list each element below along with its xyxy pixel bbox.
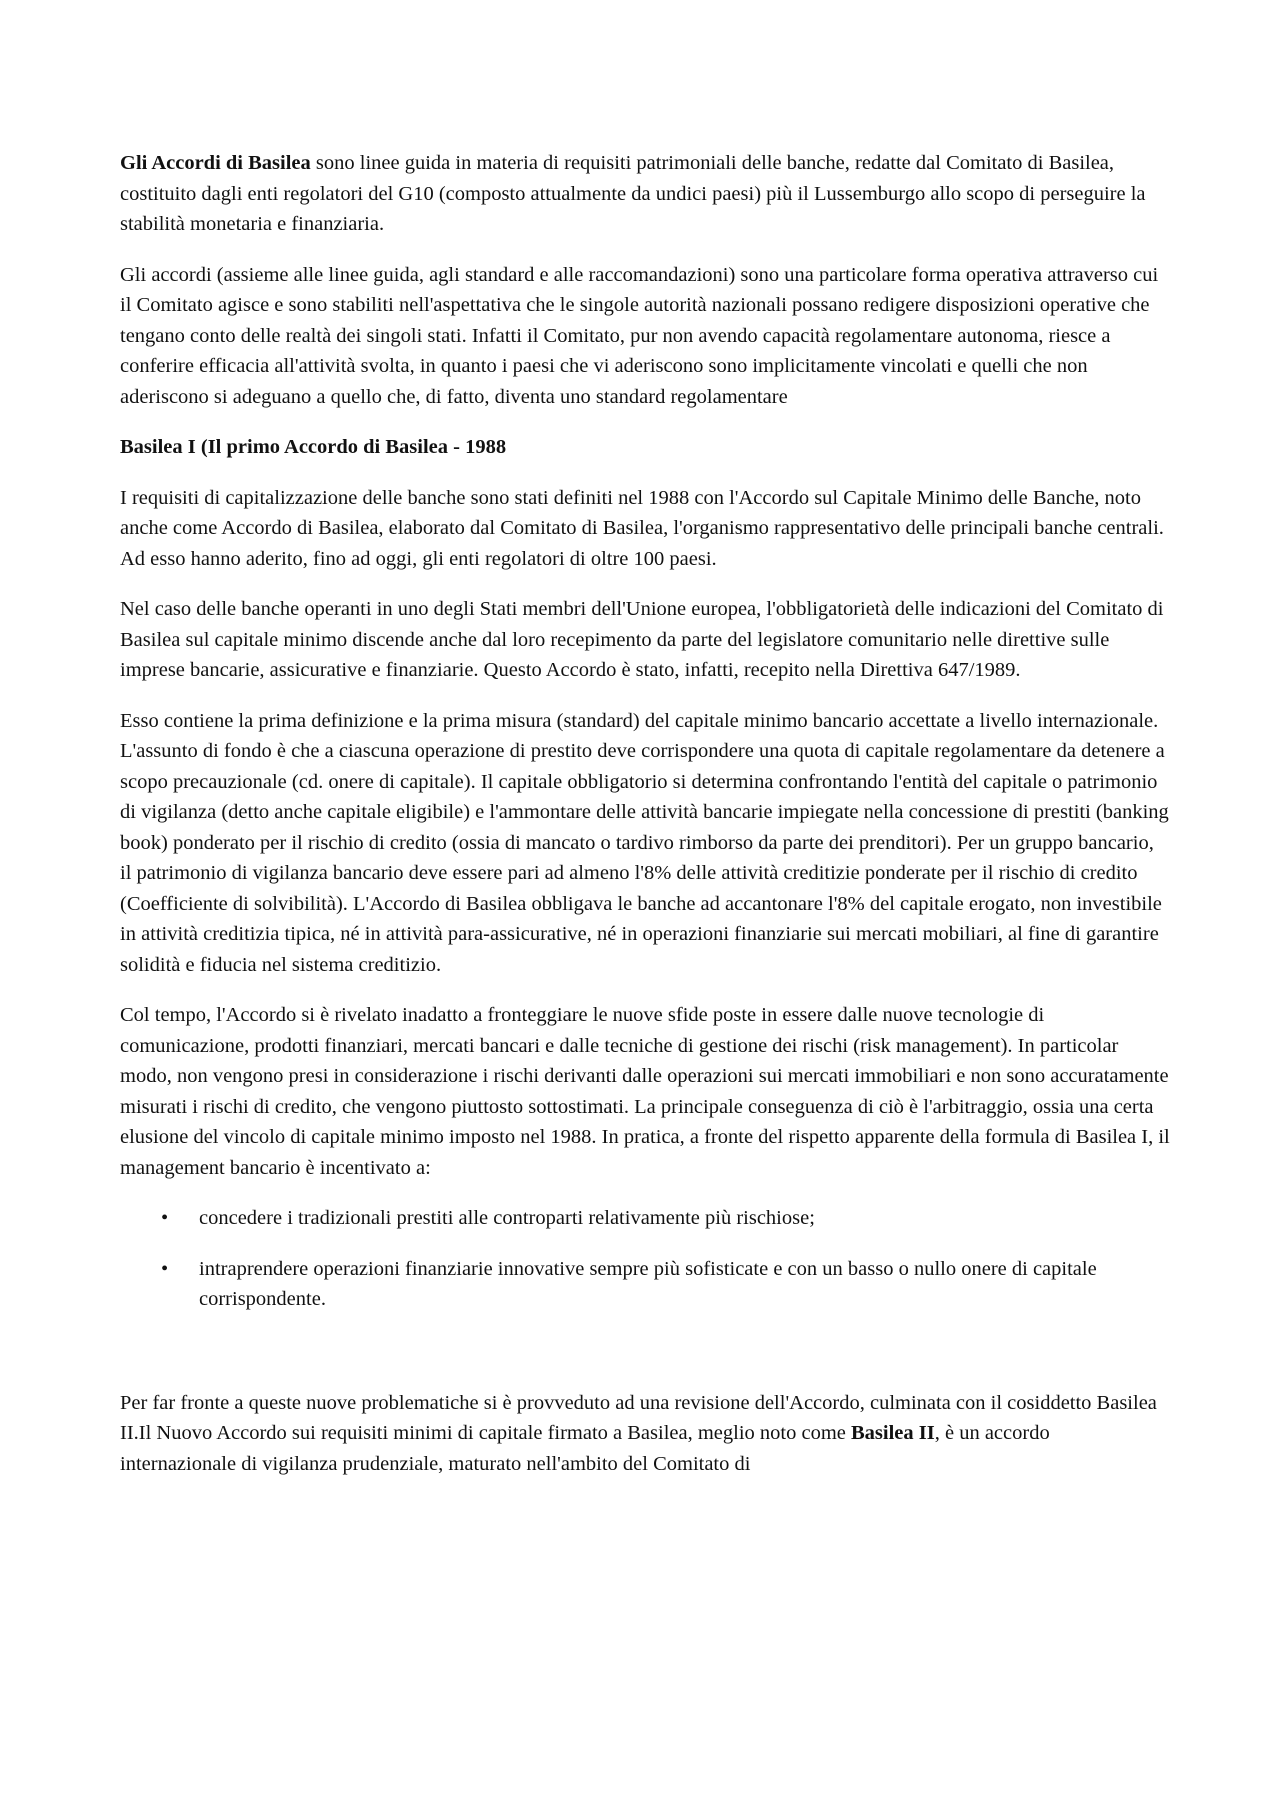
bullet-icon: • (161, 1207, 169, 1229)
paragraph-requisiti: I requisiti di capitalizzazione delle banche sono stati definiti nel 1988 con l'Accordo sul Capitale Minimo delle Banche, noto anche come Accordo di Basilea, elaborato dal Comitato di Basilea, l'organismo rappresentativo delle principali banche centrali. Ad esso hanno aderito, fino ad oggi, gli enti regolatori di oltre 100 paesi. (120, 486, 1164, 570)
paragraph-intro (120, 148, 1170, 240)
document-page (120, 148, 1170, 1499)
list-item (120, 1254, 1170, 1315)
paragraph-unione-europea: Nel caso delle banche operanti in uno degli Stati membri dell'Unione europea, l'obbligatorietà delle indicazioni del Comitato di Basilea sul capitale minimo discende anche dal loro recepimento da parte del legislatore comunitario nelle direttive sulle imprese bancarie, assicurative e finanziarie. Questo Accordo è stato, infatti, recepito nella Direttiva 647/1989. (120, 598, 1164, 681)
paragraph-basilea-2-text-1: Per far fronte a queste nuove problematiche si è provveduto ad una revisione dell'Accordo, culminata con il cosiddetto Basilea II.Il Nuovo Accordo sui requisiti minimi di capitale firmato a Basilea, meglio noto come (120, 1391, 1157, 1444)
bullet-icon: • (161, 1257, 169, 1280)
paragraph-accordi: Gli accordi (assieme alle linee guida, agli standard e alle raccomandazioni) sono una particolare forma operativa attraverso cui il Comitato agisce e sono stabiliti nell'aspettativa che le singole autorità nazionali possano redigere disposizioni operative che tengano conto delle realtà dei singoli stati. Infatti il Comitato, pur non avendo capacità regolamentare autonoma, riesce a conferire efficacia all'attività svolta, in quanto i paesi che vi aderiscono sono implicitamente vincolati e quelli che non aderiscono si adeguano a quello che, di fatto, diventa uno standard regolamentare (120, 263, 1159, 408)
paragraph-basilea-2 (120, 1388, 1170, 1480)
list-item-text: intraprendere operazioni finanziarie innovative sempre più sofisticate e con un basso o nullo onere di capitale corrispondente. (199, 1257, 1097, 1310)
bullet-list (120, 1203, 1170, 1315)
paragraph-col-tempo: Col tempo, l'Accordo si è rivelato inadatto a fronteggiare le nuove sfide poste in essere dalle nuove tecnologie di comunicazione, prodotti finanziari, mercati bancari e dalle tecniche di gestione dei rischi (risk management). In particolar modo, non vengono presi in considerazione i rischi derivanti dalle operazioni sui mercati immobiliari e non sono accuratamente misurati i rischi di credito, che vengono piuttosto sottostimati. La principale conseguenza di ciò è l'arbitraggio, ossia una certa elusione del vincolo di capitale minimo imposto nel 1988. In pratica, a fronte del rispetto apparente della formula di Basilea I, il management bancario è incentivato a: (120, 1004, 1170, 1179)
blank-space (120, 1335, 1170, 1388)
list-item-text: concedere i tradizionali prestiti alle controparti relativamente più rischiose; (199, 1207, 815, 1229)
paragraph-basilea-2-text-2: , è un accordo internazionale di vigilanza prudenziale, maturato nell'ambito del Comitato di (120, 1422, 1050, 1475)
paragraph-intro-text: sono linee guida in materia di requisiti patrimoniali delle banche, redatte dal Comitato di Basilea, costituito dagli enti regolatori del G10 (composto attualmente da undici paesi) più il Lussemburgo allo scopo di perseguire la stabilità monetaria e finanziaria. (120, 152, 1146, 235)
term-basilea-2: Basilea II (851, 1422, 935, 1444)
paragraph-definizione: Esso contiene la prima definizione e la prima misura (standard) del capitale minimo bancario accettate a livello internazionale. L'assunto di fondo è che a ciascuna operazione di prestito deve corrispondere una quota di capitale regolamentare da detenere a scopo precauzionale (cd. onere di capitale). Il capitale obbligatorio si determina confrontando l'entità del capitale o patrimonio di vigilanza (detto anche capitale eligibile) e l'ammontare delle attività bancarie impiegate nella concessione di prestiti (banking book) ponderato per il rischio di credito (ossia di mancato o tardivo rimborso da parte dei prenditori). Per un gruppo bancario, il patrimonio di vigilanza bancario deve essere pari ad almeno l'8% delle attività creditizie ponderate per il rischio di credito (Coefficiente di solvibilità). L'Accordo di Basilea obbligava le banche ad accantonare l'8% del capitale erogato, non investibile in attività creditizia tipica, né in attività para-assicurative, né in operazioni finanziarie sui mercati mobiliari, al fine di garantire solidità e fiducia nel sistema creditizio. (120, 709, 1169, 976)
section-heading-basilea-1: Basilea I (Il primo Accordo di Basilea - 1988 (120, 436, 507, 458)
term-accordi-basilea: Gli Accordi di Basilea (120, 152, 311, 174)
list-item (120, 1203, 1170, 1234)
